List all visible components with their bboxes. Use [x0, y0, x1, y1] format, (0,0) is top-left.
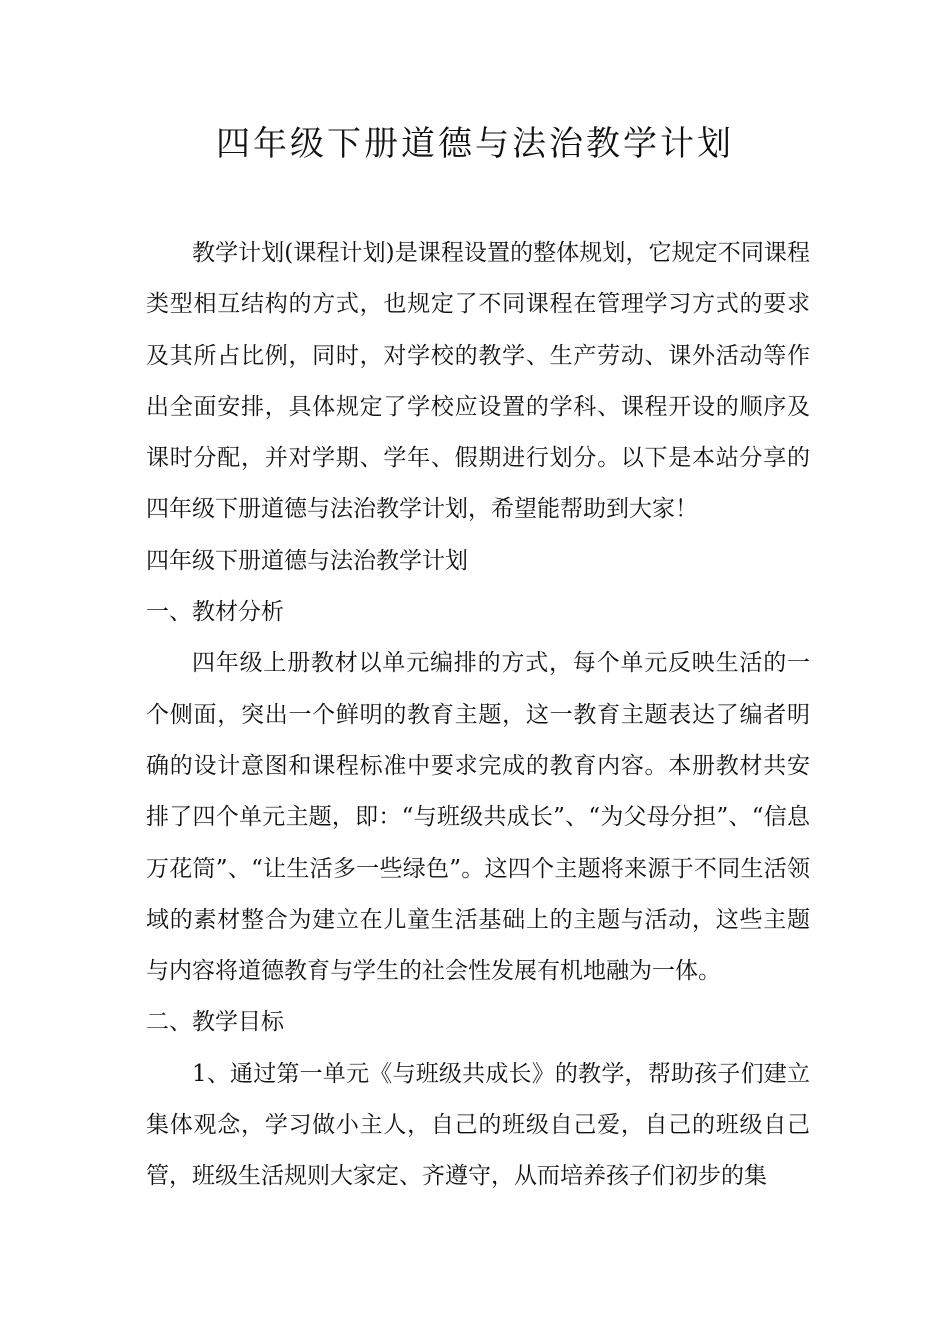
intro-paragraph: 教学计划(课程计划)是课程设置的整体规划，它规定不同课程类型相互结构的方式，也规定了不同课程在管理学习方式的要求及其所占比例，同时，对学校的教学、生产劳动、课外活动等作出全面安排，具体规定了学校应设置的学科、课程开设的顺序及课时分配，并对学期、学年、假期进行划分。以下是本站分享的四年级下册道德与法治教学计划，希望能帮助到大家！: [146, 240, 810, 523]
textbook-analysis-paragraph: 四年级上册教材以单元编排的方式，每个单元反映生活的一个侧面，突出一个鲜明的教育主题，这一教育主题表达了编者明确的设计意图和课程标准中要求完成的教育内容。本册教材共安排了四个单元主题，即：“与班级共成长”、“为父母分担”、“信息万花筒”、“让生活多一些绿色”。这四个主题将来源于不同生活领域的素材整合为建立在儿童生活基础上的主题与活动，这些主题与内容将道德教育与学生的社会性发展有机地融为一体。: [146, 650, 810, 985]
section-heading-textbook-analysis: 一、教材分析: [146, 599, 284, 626]
teaching-goal-item-1: 1、通过第一单元《与班级共成长》的教学，帮助孩子们建立集体观念，学习做小主人，自己的班级自己爱，自己的班级自己管，班级生活规则大家定、齐遵守，从而培养孩子们初步的集: [146, 1060, 810, 1190]
document-title: 四年级下册道德与法治教学计划: [216, 124, 734, 164]
document-subtitle: 四年级下册道德与法治教学计划: [146, 547, 468, 574]
section-heading-teaching-goals: 二、教学目标: [146, 1009, 284, 1036]
document-body: [146, 228, 810, 1203]
